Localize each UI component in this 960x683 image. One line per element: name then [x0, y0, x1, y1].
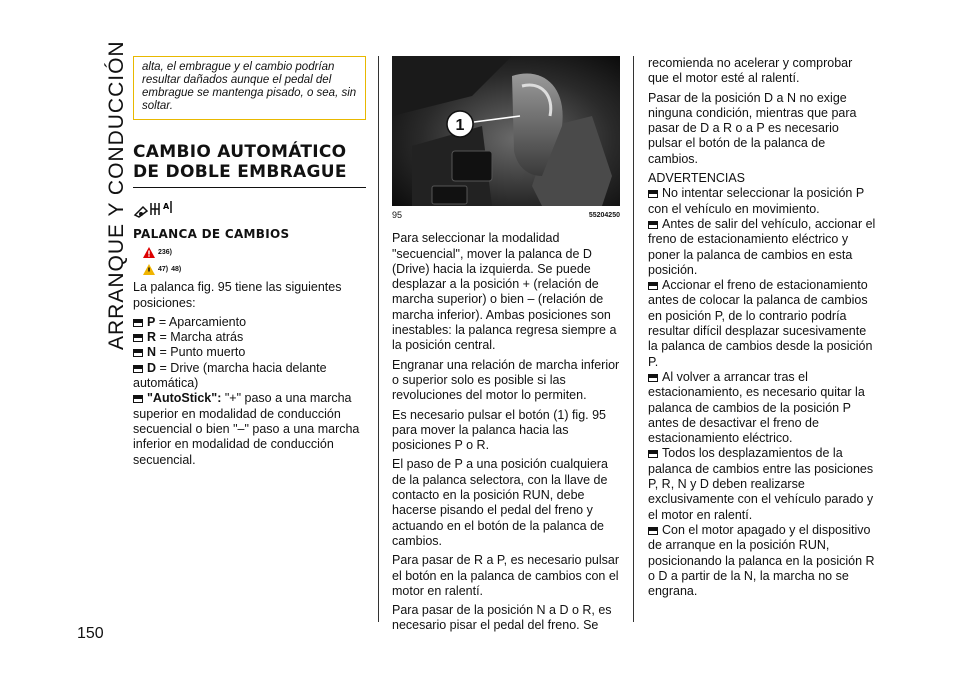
bullet-icon [648, 374, 658, 382]
list-item: No intentar seleccionar la posición P con el vehículo en movimiento. [648, 186, 864, 216]
warning-triangle-icon [143, 247, 155, 258]
warnings-heading: ADVERTENCIAS [648, 171, 746, 186]
paragraph: Engranar una relación de marcha inferior o superior solo es posible si las revoluciones del motor lo permiten. [392, 357, 620, 403]
list-item: D = Drive (marcha hacia delante automática) [133, 360, 327, 391]
figure-caption [392, 208, 620, 223]
bullet-icon [133, 319, 143, 327]
ref-47: 47) [158, 265, 169, 273]
column-1 [133, 56, 366, 468]
chapter-side-title [72, 40, 128, 350]
paragraph: Es necesario pulsar el botón (1) fig. 95 para mover la palanca hacia las posiciones P o R. [392, 407, 607, 453]
paragraph: Para seleccionar la modalidad "secuencial", mover la palanca de D (Drive) hacia la izquierda. Se puede desplazar a la posición + (relación de marcha superior) o bien – (relación de marcha inferior). Ambas posiciones son inestables: la palanca regresa siempre a la posición central. [392, 231, 617, 353]
page-number: 150 [77, 625, 104, 642]
paragraph: El paso de P a una posición cualquiera de la palanca selectora, con la llave de contacto en la posición RUN, debe hacerse pisando el pedal del freno y actuando en el botón de la palanca de cambios. [392, 457, 608, 548]
intro-paragraph: La palanca fig. 95 tiene las siguientes posiciones: [133, 280, 342, 310]
list-item: R = Marcha atrás [133, 330, 366, 345]
ref-236: 236) [158, 248, 173, 256]
paragraph: recomienda no acelerar y comprobar que el motor esté al ralentí. [648, 56, 853, 86]
list-item: Con el motor apagado y el dispositivo de arranque en la posición RUN, posicionando la palanca en la posición R o D a partir de la N, la marcha no se engrana. [648, 522, 875, 599]
bullet-icon [648, 282, 658, 290]
gearbox-icon-row [133, 197, 366, 219]
bullet-icon [648, 527, 658, 535]
figure-code: 55204250 [588, 212, 620, 219]
caution-triangle-icon [143, 264, 155, 275]
paragraph: Para pasar de la posición N a D o R, es necesario pisar el pedal del freno. Se [392, 603, 612, 633]
warning-ref-line [143, 245, 366, 259]
warnings-list [648, 186, 876, 599]
paragraph: Para pasar de R a P, es necesario pulsar el botón en la palanca de cambios con el motor en ralentí. [392, 553, 619, 598]
caution-ref-line [143, 262, 366, 276]
list-item: Accionar el freno de estacionamiento antes de colocar la palanca de cambios en posición P, de lo contrario podría resultar difícil desplazar sucesivamente la palanca de cambios desde la posición P. [648, 278, 873, 369]
callout-1-label: 1 [455, 117, 465, 134]
list-item: N = Punto muerto [133, 345, 366, 360]
figure-number: 95 [392, 210, 403, 220]
column-2 [392, 56, 620, 638]
bullet-icon [648, 450, 658, 458]
gear-lever-photo [392, 56, 620, 206]
bullet-icon [648, 190, 658, 198]
column-divider [378, 56, 379, 622]
position-list [133, 315, 366, 468]
column-divider [633, 56, 634, 622]
list-item: "AutoStick": "+" paso a una marcha superior en modalidad de conducción secuencial o bien "–" paso a una marcha inferior en modalidad de conducción secuencial. [133, 391, 360, 467]
list-item: Al volver a arrancar tras el estacionamiento, es necesario quitar la palanca de cambios de la posición P antes de desactivar el freno de estacionamiento eléctrico. [648, 369, 865, 446]
automatic-gearbox-icon [133, 197, 179, 219]
warning-box [133, 56, 366, 120]
column-3 [648, 56, 876, 599]
bullet-icon [133, 395, 143, 403]
bullet-icon [648, 221, 658, 229]
subsection-title: PALANCA DE CAMBIOS [133, 227, 290, 241]
svg-text:A: A [163, 202, 170, 211]
section-title: CAMBIO AUTOMÁTICO DE DOBLE EMBRAGUE [133, 142, 366, 188]
warning-text: alta, el embrague y el cambio podrían resultar dañados aunque el pedal del embrague se mantenga pisado, o sea, sin soltar. [142, 61, 357, 112]
ref-48: 48) [171, 265, 182, 273]
bullet-icon [133, 365, 143, 373]
paragraph: Pasar de la posición D a N no exige ninguna condición, mientras que para pasar de D a R o a P es necesario pulsar el botón de la palanca de cambios. [648, 90, 857, 166]
list-item: P = Aparcamiento [133, 315, 366, 330]
bullet-icon [133, 334, 143, 342]
list-item: Todos los desplazamientos de la palanca de cambios entre las posiciones P, R, N y D deben realizarse exclusivamente con el vehículo parado y el motor en ralentí. [648, 446, 874, 522]
chapter-title-text: ARRANQUE Y CONDUCCIÓN [105, 40, 128, 350]
list-item: Antes de salir del vehículo, accionar el freno de estacionamiento eléctrico y poner la palanca de cambios en esta posición. [648, 216, 876, 277]
bullet-icon [133, 349, 143, 357]
